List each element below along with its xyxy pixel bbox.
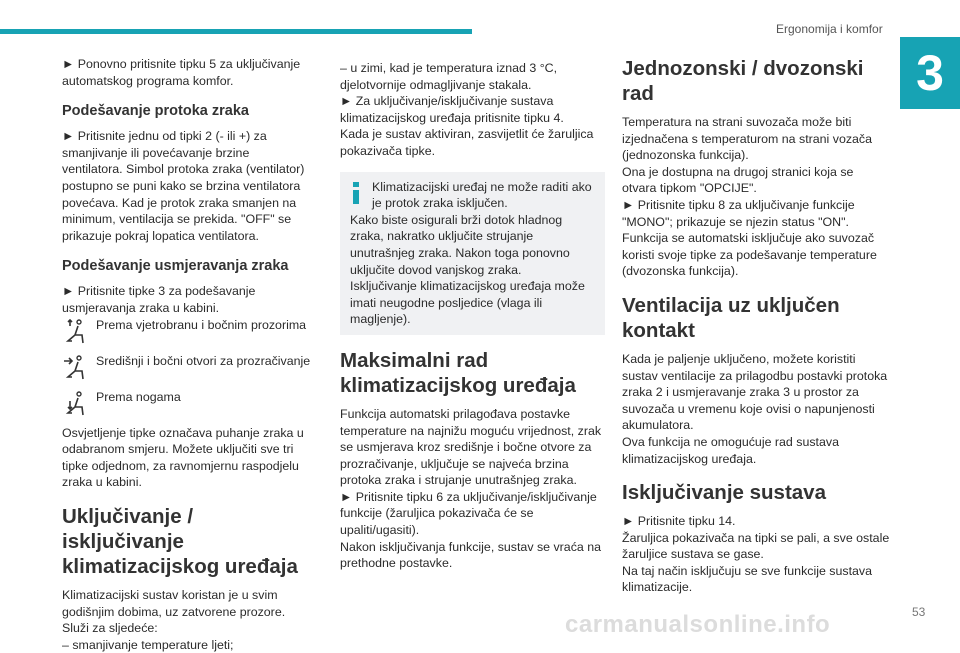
airflow-option-label: Prema vjetrobranu i bočnim prozorima [96,317,307,332]
page-number: 53 [912,605,926,619]
heading-air-flow: Podešavanje protoka zraka [62,103,249,120]
heading-max-ac: Maksimalni rad klimatizacijskog uređaja [340,348,576,397]
heading-ac-on-off: Uključivanje / isključivanje klimatizacijskog uređaja [62,504,298,578]
paragraph: Kada je paljenje uključeno, možete koristiti sustav ventilacije za prilagodbu postavki protoka zraka 2 i usmjeravanje zraka 3 u prostor za suvozača u vremenu koje ovisi o napunjenosti akumulatora. [622,351,888,433]
paragraph: ► Pritisnite tipku 8 za uključivanje funkcije "MONO"; prikazuje se njezin status "ON". [622,197,855,229]
paragraph: Klimatizacijski sustav koristan je u svim godišnjim dobima, uz zatvorene prozore. Služi za sljedeće: [62,587,286,636]
paragraph: ► Za uključivanje/isključivanje sustava klimatizacijskog uređaja pritisnite tipku 4. [340,94,564,125]
footwell-airflow-icon [62,389,92,419]
airflow-option-label: Središnji i bočni otvori za prozračivanje [96,353,311,368]
paragraph: ► Ponovno pritisnite tipku 5 za uključivanje automatskog programa komfor. [62,57,301,88]
airflow-option-windscreen [62,317,312,347]
airflow-option-label: Prema nogama [96,389,181,404]
chapter-number-tab: 3 [900,37,960,109]
paragraph: – u zimi, kad je temperatura iznad 3 °C, djelotvornije odmagljivanje stakala. [340,61,558,92]
paragraph: Kada je sustav aktiviran, zasvijetlit će žaruljica pokazivača tipke. [340,127,594,158]
heading-air-distribution: Podešavanje usmjeravanja zraka [62,258,289,275]
heading-zone-mode: Jednozonski / dvozonski rad [622,57,864,105]
info-text: Klimatizacijski uređaj ne može raditi ako je protok zraka isključen. [372,179,592,211]
paragraph: Žaruljica pokazivača na tipki se pali, a sve ostale žaruljice sustava se gase. [622,530,890,562]
paragraph: Nakon isključivanja funkcije, sustav se vraća na prethodne postavke. [340,539,602,571]
info-box [340,172,605,335]
paragraph: Funkcija se automatski isključuje ako suvozač koristi svoje tipke za podešavanje temperature (dvozonska funkcija). [622,231,877,279]
paragraph: ► Pritisnite tipku 14. [622,514,736,529]
paragraph: ► Pritisnite tipku 6 za uključivanje/isključivanje funkcije (žaruljica pokazivača će se upaliti/ugasiti). [340,489,597,538]
paragraph: Ova funkcija ne omogućuje rad sustava klimatizacijskog uređaja. [622,434,839,466]
paragraph: Funkcija automatski prilagođava postavke temperature na najnižu moguću vrijednost, zrak se usmjerava kroz središnje i bočne otvore za prozračivanje, uključuje se najveća brzina protoka zraka i strujanje unutrašnjeg zraka. [340,406,602,488]
paragraph: – smanjivanje temperature ljeti; [62,637,234,652]
airflow-option-face [62,353,312,383]
header-accent-bar [0,29,472,34]
paragraph: Osvjetljenje tipke označava puhanje zraka u odabranom smjeru. Možete uključiti sve tri tipke odjednom, za ravnomjernu raspodjelu zraka u kabini. [62,425,304,490]
column-3 [622,56,890,596]
header-title: Ergonomija i komfor [776,22,883,36]
airflow-option-feet [62,389,312,419]
paragraph: Ona je dostupna na drugoj stranici koja se otvara tipkom "OPCIJE". [622,164,854,196]
info-text: Isključivanje klimatizacijskog uređaja može imati neugodne posljedice (vlaga ili magljenje). [350,279,585,327]
paragraph: Temperatura na strani suvozača može biti izjednačena s temperaturom na strani vozača (jednozonska funkcija). [622,115,873,163]
watermark: carmanualsonline.info [565,611,831,638]
column-1 [62,56,312,653]
heading-system-off: Isključivanje sustava [622,481,826,505]
windscreen-airflow-icon [62,317,92,347]
info-icon [349,182,363,204]
heading-ventilation-ignition: Ventilacija uz uključen kontakt [622,293,840,342]
column-2 [340,60,605,572]
info-text: Kako biste osigurali brži dotok hladnog zraka, nakratko uključite strujanje unutrašnjeg zraka. Nakon toga ponovno uključite dovod vanjskog zraka. [350,212,570,277]
paragraph: Na taj način isključuju se sve funkcije sustava klimatizacije. [622,563,872,595]
paragraph: ► Pritisnite tipke 3 za podešavanje usmjeravanja zraka u kabini. [62,284,256,315]
paragraph: ► Pritisnite jednu od tipki 2 (- ili +) za smanjivanje ili povećavanje brzine ventilatora. Simbol protoka zraka (ventilator) postupno se puni kako se brzina ventilatora povećava. Kad je protok zraka smanjen na minimum, ventilacija se prekida. "OFF" se prikazuje pokraj lopatica ventilatora. [62,129,305,243]
face-vents-airflow-icon [62,353,92,383]
